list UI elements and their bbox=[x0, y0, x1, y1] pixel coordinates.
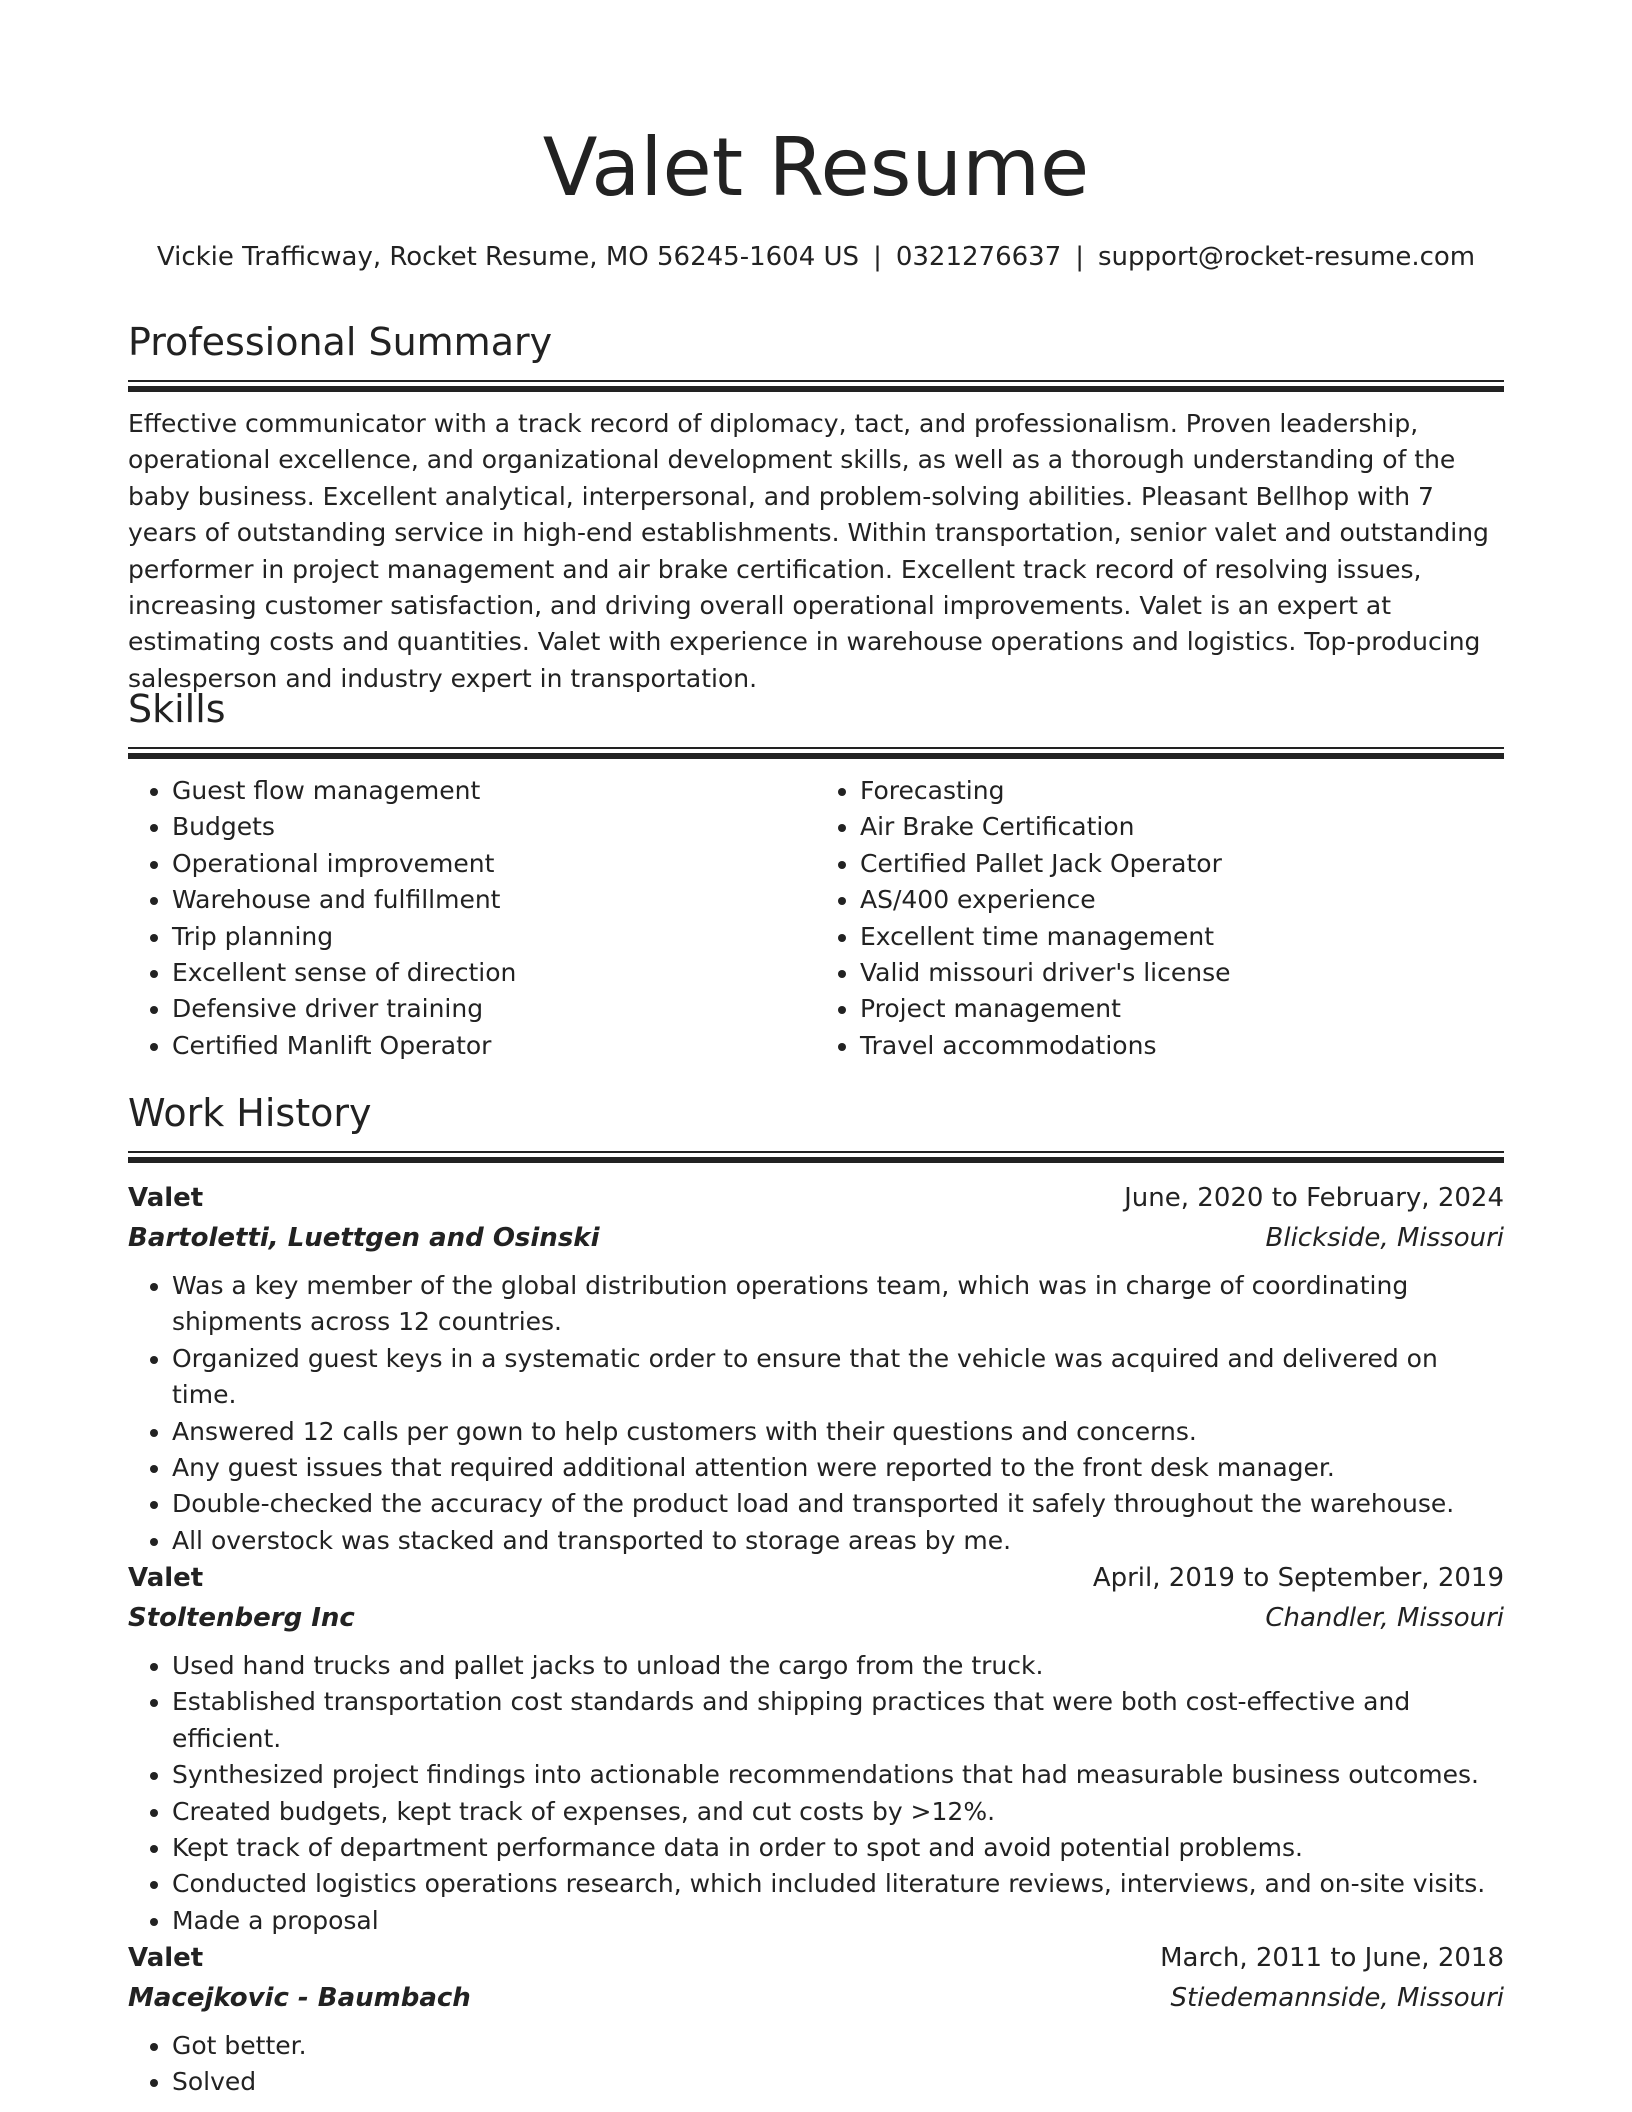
contact-email: support@rocket-resume.com bbox=[1098, 242, 1476, 272]
summary-section bbox=[128, 318, 1504, 697]
job-dates: March, 2011 to June, 2018 bbox=[1160, 1943, 1504, 1973]
job-location: Blickside, Missouri bbox=[1265, 1223, 1504, 1253]
job-bullets bbox=[128, 2028, 1504, 2101]
job-company: Stoltenberg Inc bbox=[128, 1603, 355, 1633]
job-title: Valet bbox=[128, 1943, 204, 1973]
job-bullet: • Organized guest keys in a systematic order to ensure that the vehicle was acquired and delivered on time. bbox=[172, 1341, 1504, 1414]
skills-left-list bbox=[128, 773, 816, 1064]
summary-heading: Professional Summary bbox=[128, 320, 553, 364]
contact-phone: 0321276637 bbox=[895, 242, 1062, 272]
contact-address: Vickie Trafficway, Rocket Resume, MO 56245-1604 US bbox=[156, 242, 860, 272]
contact-separator: | bbox=[1075, 242, 1085, 272]
section-rule bbox=[128, 1151, 1504, 1153]
skill-item: • Air Brake Certification bbox=[860, 809, 1504, 845]
job-company: Bartoletti, Luettgen and Osinski bbox=[128, 1223, 600, 1253]
section-rule bbox=[128, 747, 1504, 749]
contact-separator: | bbox=[873, 242, 882, 272]
skill-item: • Excellent sense of direction bbox=[172, 955, 816, 991]
job-dates: June, 2020 to February, 2024 bbox=[1124, 1183, 1504, 1213]
job-bullet: • Answered 12 calls per gown to help customers with their questions and concerns. bbox=[172, 1414, 1504, 1450]
job-bullets bbox=[128, 1648, 1504, 1939]
skill-item: • Forecasting bbox=[860, 773, 1504, 809]
skills-columns bbox=[128, 773, 1504, 1064]
skill-item: • Excellent time management bbox=[860, 919, 1504, 955]
skill-item: • Valid missouri driver's license bbox=[860, 955, 1504, 991]
skill-item: • Project management bbox=[860, 991, 1504, 1027]
contact-line bbox=[128, 240, 1504, 274]
job-entry bbox=[128, 1558, 1504, 1939]
job-bullet: • Double-checked the accuracy of the product load and transported it safely throughout the warehouse. bbox=[172, 1486, 1504, 1522]
skill-item: • AS/400 experience bbox=[860, 882, 1504, 918]
summary-text: Effective communicator with a track record of diplomacy, tact, and professionalism. Proven leadership, operational excellence, and organizational development skills, as well as a thorough understanding of the baby business. Excellent analytical, interpersonal, and problem-solving abilities. Pleasant Bellhop with 7 years of outstanding service in high-end establishments. Within transportation, senior valet and outstanding performer in project management and air brake certification. Excellent track record of resolving issues, increasing customer satisfaction, and driving overall operational improvements. Valet is an expert at estimating costs and quantities. Valet with experience in warehouse operations and logistics. Top-producing salesperson and industry expert in transportation. bbox=[128, 409, 1489, 693]
skill-item: • Trip planning bbox=[172, 919, 816, 955]
skill-item: • Guest flow management bbox=[172, 773, 816, 809]
skill-item: • Certified Manlift Operator bbox=[172, 1028, 816, 1064]
skills-section bbox=[128, 685, 1504, 1064]
job-entry bbox=[128, 1178, 1504, 1559]
work-section bbox=[128, 1089, 1504, 1163]
skills-heading: Skills bbox=[128, 687, 226, 731]
job-bullet: • Made a proposal bbox=[172, 1903, 1504, 1939]
skill-item: • Operational improvement bbox=[172, 846, 816, 882]
section-rule bbox=[128, 380, 1504, 382]
skill-item: • Defensive driver training bbox=[172, 991, 816, 1027]
job-bullets bbox=[128, 1268, 1504, 1559]
job-bullet: • Synthesized project findings into actionable recommendations that had measurable business outcomes. bbox=[172, 1757, 1504, 1793]
skill-item: • Travel accommodations bbox=[860, 1028, 1504, 1064]
job-bullet: • Kept track of department performance data in order to spot and avoid potential problems. bbox=[172, 1830, 1504, 1866]
job-bullet: • Solved bbox=[172, 2064, 1504, 2100]
job-bullet: • Conducted logistics operations research, which included literature reviews, interviews, and on-site visits. bbox=[172, 1866, 1504, 1902]
job-bullet: • Created budgets, kept track of expenses, and cut costs by >12%. bbox=[172, 1794, 1504, 1830]
section-rule-thick bbox=[128, 1157, 1504, 1163]
section-rule-thick bbox=[128, 753, 1504, 759]
job-bullet: • Got better. bbox=[172, 2028, 1504, 2064]
skill-item: • Budgets bbox=[172, 809, 816, 845]
work-heading: Work History bbox=[128, 1091, 372, 1135]
job-location: Stiedemannside, Missouri bbox=[1170, 1983, 1504, 2013]
job-bullet: • All overstock was stacked and transported to storage areas by me. bbox=[172, 1523, 1504, 1559]
job-bullet: • Established transportation cost standards and shipping practices that were both cost-effective and efficient. bbox=[172, 1684, 1504, 1757]
job-bullet: • Any guest issues that required additional attention were reported to the front desk manager. bbox=[172, 1450, 1504, 1486]
skill-item: • Warehouse and fulfillment bbox=[172, 882, 816, 918]
job-entry bbox=[128, 1938, 1504, 2101]
job-location: Chandler, Missouri bbox=[1265, 1603, 1504, 1633]
section-rule-thick bbox=[128, 386, 1504, 392]
job-bullet: • Used hand trucks and pallet jacks to unload the cargo from the truck. bbox=[172, 1648, 1504, 1684]
skills-right-list bbox=[816, 773, 1504, 1064]
job-title: Valet bbox=[128, 1183, 204, 1213]
resume-title: Valet Resume bbox=[542, 121, 1090, 214]
job-company: Macejkovic - Baumbach bbox=[128, 1983, 471, 2013]
job-bullet: • Was a key member of the global distribution operations team, which was in charge of coordinating shipments across 12 countries. bbox=[172, 1268, 1504, 1341]
job-title: Valet bbox=[128, 1563, 204, 1593]
skill-item: • Certified Pallet Jack Operator bbox=[860, 846, 1504, 882]
job-dates: April, 2019 to September, 2019 bbox=[1092, 1563, 1504, 1593]
